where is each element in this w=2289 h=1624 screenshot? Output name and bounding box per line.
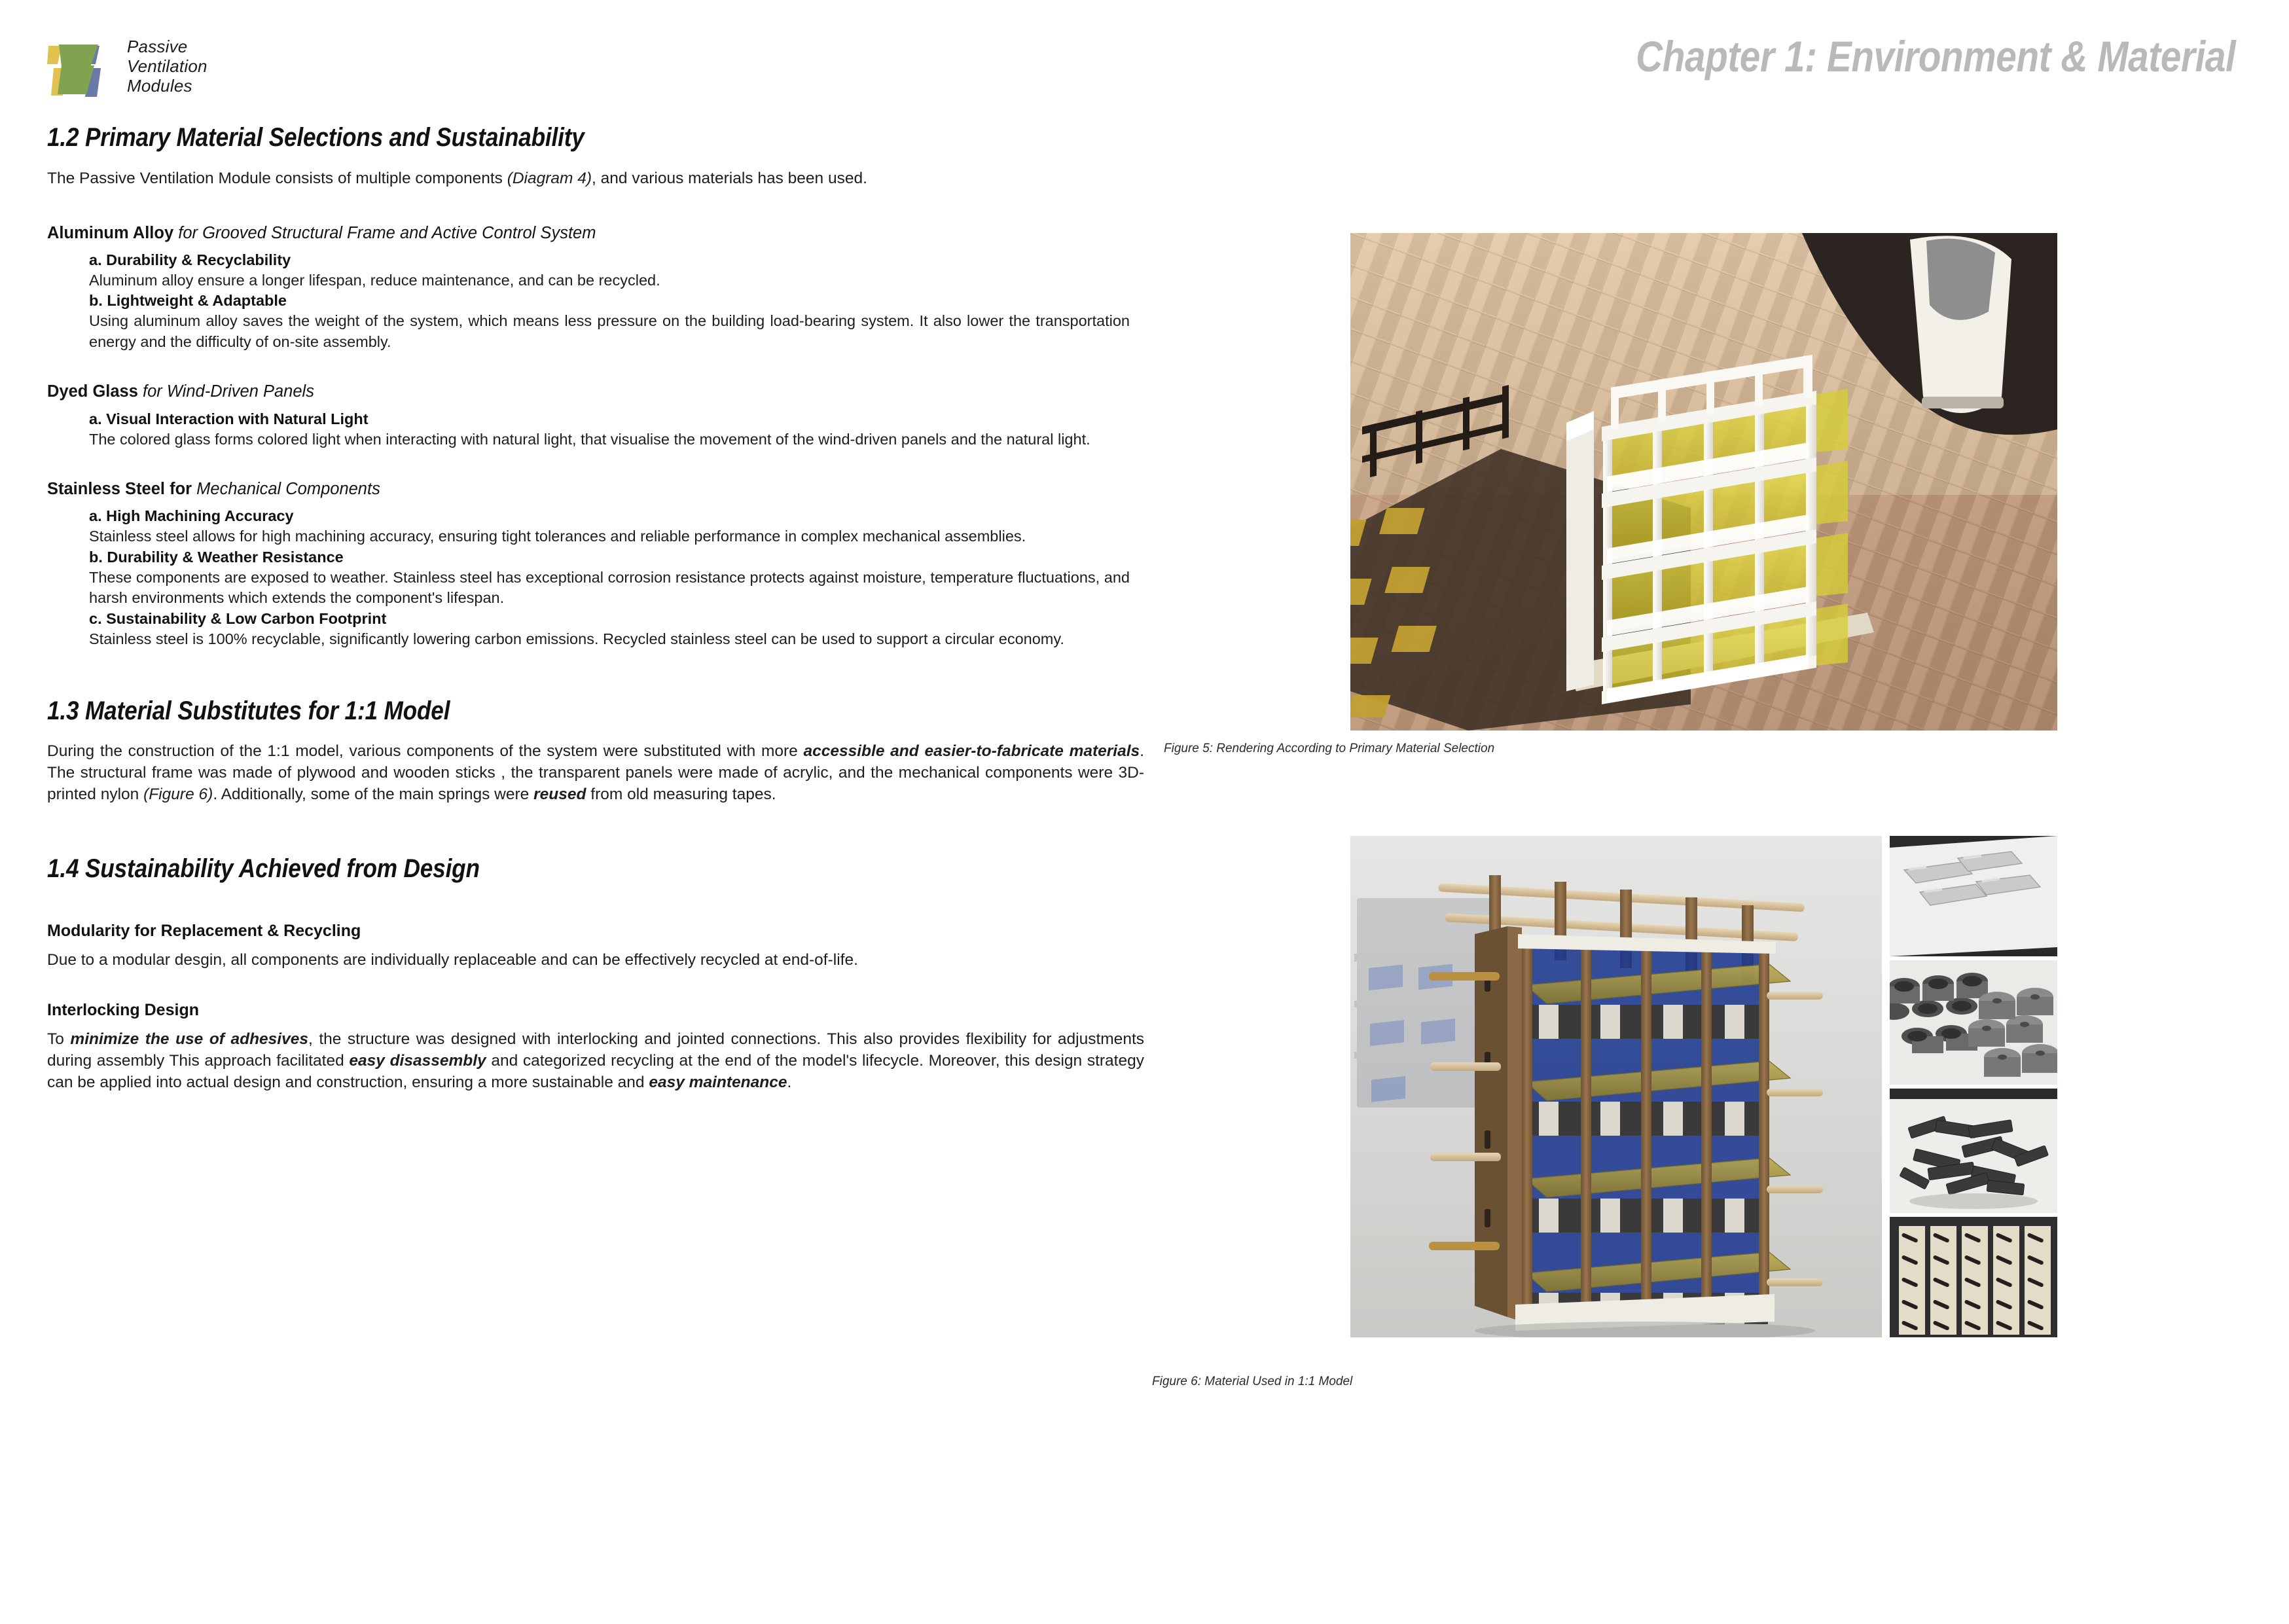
figure-6-thumbnail-strip (1890, 836, 2057, 1337)
subsection-heading-interlocking: Interlocking Design (47, 1001, 199, 1020)
subsection-heading-modularity: Modularity for Replacement & Recycling (47, 922, 361, 941)
material-usage-dyed-glass: for Wind-Driven Panels (137, 382, 314, 401)
s13-run-7: from old measuring tapes. (586, 785, 776, 804)
s13-run-6-bold: reused (533, 785, 586, 804)
s14-run-1: To (47, 1030, 71, 1048)
section-heading-1-2: 1.2 Primary Material Selections and Sustainability (47, 123, 585, 152)
subsection-modularity (47, 920, 1144, 971)
material-heading-dyed-glass (47, 381, 1144, 403)
lead-text-before: The Passive Ventilation Module consists of multiple components (47, 170, 507, 187)
figure-6-main-image (1350, 836, 1882, 1337)
brand-line-1: Passive (127, 36, 188, 56)
section-1-3-paragraph (47, 741, 1144, 806)
point-label-steel-c: c. Sustainability & Low Carbon Footprint (89, 609, 387, 627)
subsection-body-interlocking (47, 1029, 1144, 1094)
s13-run-4-figure-ref: (Figure 6) (143, 785, 213, 804)
s14-run-4-bold: easy disassembly (349, 1051, 486, 1070)
material-block-stainless-steel (47, 478, 1144, 649)
thumb-acrylic-panels (1890, 836, 2057, 956)
subsection-body-modularity: Due to a modular desgin, all components are individually replaceable and can be effectively recycled at end-of-life. (47, 950, 858, 969)
material-heading-aluminum-alloy (47, 223, 1144, 244)
point-body-glass-a: The colored glass forms colored light when interacting with natural light, that visualise the movement of the wind-driven panels and the natural light. (89, 430, 1090, 448)
material-block-dyed-glass (47, 381, 1144, 450)
subsection-interlocking (47, 1000, 1144, 1093)
s14-run-5: and categorized recycling at the end of the model's lifecycle. Moreover, this design strategy can be applied into actual design and construction, ensuring a more sustainable and (47, 1051, 1144, 1091)
thumb-plywood-strips (1890, 1217, 2057, 1337)
point-label-steel-b: b. Durability & Weather Resistance (89, 548, 344, 566)
point-label-glass-a: a. Visual Interaction with Natural Light (89, 410, 369, 427)
s14-run-2-bold: minimize the use of adhesives (70, 1030, 308, 1048)
text-column (47, 123, 1144, 1110)
material-name-dyed-glass: Dyed Glass (47, 382, 138, 401)
s13-run-3: . The structural frame was made of plywood and wooden sticks , the transparent panels were made of acrylic, and the mechanical components were 3D-printed nylon (47, 742, 1144, 804)
point-label-alu-a: a. Durability & Recyclability (89, 251, 291, 268)
thumb-nylon-rollers (1890, 960, 2057, 1085)
lead-diagram-ref: (Diagram 4) (507, 170, 592, 187)
s13-run-2-bold: accessible and easier-to-fabricate materials (803, 742, 1140, 761)
point-body-alu-a: Aluminum alloy ensure a longer lifespan, reduce maintenance, and can be recycled. (89, 271, 660, 289)
section-heading-1-4: 1.4 Sustainability Achieved from Design (47, 854, 480, 884)
brand-logo (47, 34, 207, 98)
brand-wordmark (127, 37, 207, 96)
thumb-nylon-brackets (1890, 1089, 2057, 1213)
s13-run-5: . Additionally, some of the main springs were (213, 785, 534, 804)
brand-line-2: Ventilation (127, 56, 207, 76)
material-name-aluminum-alloy: Aluminum Alloy (47, 223, 174, 242)
section-heading-1-3: 1.3 Material Substitutes for 1:1 Model (47, 696, 450, 726)
s14-run-3: , the structure was designed with interlocking and jointed connections. This also provides flexibility for adjustments during assembly This approach facilitated (47, 1030, 1144, 1070)
material-usage-stainless-steel: Mechanical Components (192, 480, 380, 499)
s14-run-7: . (787, 1073, 792, 1091)
point-body-steel-a: Stainless steel allows for high machining accuracy, ensuring tight tolerances and reliable performance in complex mechanical assemblies. (89, 528, 1026, 545)
point-label-alu-b: b. Lightweight & Adaptable (89, 292, 287, 310)
lead-text-after: , and various materials has been used. (592, 170, 867, 187)
material-heading-stainless-steel (47, 478, 1144, 500)
point-body-steel-b: These components are exposed to weather. Stainless steel has exceptional corrosion resistance protects against moisture, temperature fluctuations, and harsh environments which extends the component's lifespan. (89, 568, 1130, 607)
point-body-alu-b: Using aluminum alloy saves the weight of the system, which means less pressure on the building load-bearing system. It also lower the transportation energy and the difficulty of on-site assembly. (89, 312, 1130, 350)
figure-5-image (1350, 233, 2057, 731)
brand-line-3: Modules (127, 76, 192, 96)
section-1-2-lead (47, 168, 1144, 190)
point-label-steel-a: a. High Machining Accuracy (89, 507, 294, 525)
point-body-steel-c: Stainless steel is 100% recyclable, significantly lowering carbon emissions. Recycled stainless steel can be used to support a circular economy. (89, 630, 1064, 647)
material-block-aluminum-alloy (47, 223, 1144, 353)
material-points-aluminum-alloy (89, 250, 1144, 352)
material-points-stainless-steel (89, 506, 1144, 649)
material-points-dyed-glass (89, 409, 1144, 450)
s14-run-6-bold: easy maintenance (649, 1073, 787, 1091)
s13-run-1: During the construction of the 1:1 model, various components of the system were substituted with more (47, 742, 804, 761)
figure-6-caption: Figure 6: Material Used in 1:1 Model (1152, 1375, 1353, 1388)
figure-5-caption: Figure 5: Rendering According to Primary Material Selection (1164, 742, 1495, 755)
ventilation-module-logo-icon (47, 34, 118, 98)
material-usage-aluminum-alloy: for Grooved Structural Frame and Active Control System (173, 223, 596, 242)
material-name-stainless-steel: Stainless Steel for (47, 480, 192, 499)
chapter-title: Chapter 1: Environment & Material (1635, 32, 2235, 81)
